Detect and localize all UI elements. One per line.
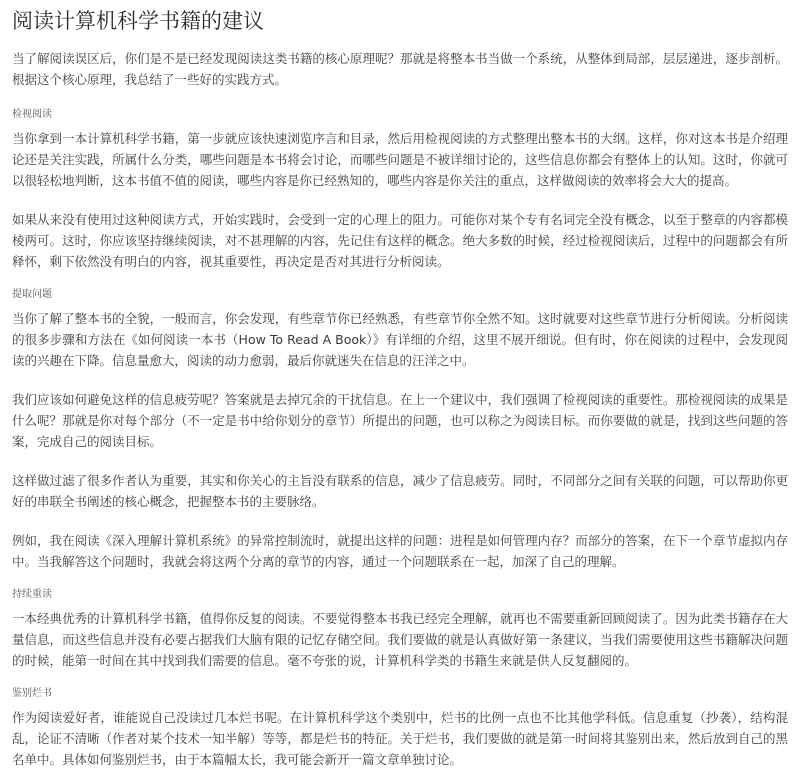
section-inspectional-reading — [12, 108, 788, 272]
paragraph: 作为阅读爱好者，谁能说自己没读过几本烂书呢。在计算机科学这个类别中，烂书的比例一点也不比其他学科低。信息重复（抄袭），结构混乱，论证不清晰（作者对某个技术一知半解）等等，都是烂书的特征。关于烂书，我们要做的就是第一时间将其鉴别出来，然后放到自己的黑名单中。具体如何鉴别烂书，由于本篇幅太长，我可能会新开一篇文章单独讨论。 — [12, 710, 788, 767]
section-continuous-rereading — [12, 588, 788, 671]
intro-paragraph: 当了解阅读误区后，你们是不是已经发现阅读这类书籍的核心原理呢？那就是将整本书当做一个系统，从整体到局部，层层递进，逐步剖析。根据这个核心原理，我总结了一些好的实践方式。 — [12, 51, 788, 87]
paragraph: 例如，我在阅读《深入理解计算机系统》的异常控制流时，就提出这样的问题：进程是如何管理内存？而部分的答案，在下一个章节虚拟内存中。当我解答这个问题时，我就会将这两个分离的章节的内容，通过一个问题联系在一起，加深了自己的理解。 — [12, 533, 788, 569]
article-title: 阅读计算机科学书籍的建议 — [12, 9, 264, 33]
paragraph: 当你了解了整本书的全貌，一般而言，你会发现，有些章节你已经熟悉，有些章节你全然不知。这时就要对这些章节进行分析阅读。分析阅读的很多步骤和方法在《如何阅读一本书（How To Read A Book）》有详细的介绍，这里不展开细说。但有时，你在阅读的过程中，会发现阅读的兴趣在下降。信息量愈大，阅读的动力愈弱，最后你就迷失在信息的汪洋之中。 — [12, 311, 788, 368]
section-heading: 持续重读 — [12, 589, 52, 600]
section-extract-questions — [12, 288, 788, 572]
section-heading: 检视阅读 — [12, 109, 52, 120]
section-heading: 鉴别烂书 — [12, 688, 52, 699]
paragraph: 一本经典优秀的计算机科学书籍，值得你反复的阅读。不要觉得整本书我已经完全理解，就再也不需要重新回顾阅读了。因为此类书籍存在大量信息，而这些信息并没有必要占据我们大脑有限的记忆存储空间。我们要做的就是认真做好第一条建议，当我们需要使用这些书籍解决问题的时候，能第一时间在其中找到我们需要的信息。毫不夸张的说，计算机科学类的书籍生来就是供人反复翻阅的。 — [12, 611, 788, 668]
paragraph: 这样做过滤了很多作者认为重要，其实和你关心的主旨没有联系的信息，减少了信息疲劳。同时，不同部分之间有关联的问题，可以帮助你更好的串联全书阐述的核心概念，把握整本书的主要脉络。 — [12, 473, 788, 509]
section-identify-bad-books — [12, 687, 788, 770]
section-heading: 提取问题 — [12, 289, 52, 300]
paragraph: 我们应该如何避免这样的信息疲劳呢？答案就是去掉冗余的干扰信息。在上一个建议中，我们强调了检视阅读的重要性。那检视阅读的成果是什么呢？那就是你对每个部分（不一定是书中给你划分的章节）所提出的问题，也可以称之为阅读目标。而你要做的就是，找到这些问题的答案，完成自己的阅读目标。 — [12, 392, 788, 449]
paragraph: 如果从来没有使用过这种阅读方式，开始实践时，会受到一定的心理上的阻力。可能你对某个专有名词完全没有概念，以至于整章的内容都模棱两可。这时，你应该坚持继续阅读，对不甚理解的内容，先记住有这样的概念。绝大多数的时候，经过检视阅读后，过程中的问题都会有所释怀，剩下依然没有明白的内容，视其重要性，再决定是否对其进行分析阅读。 — [12, 212, 788, 269]
paragraph: 当你拿到一本计算机科学书籍，第一步就应该快速浏览序言和目录，然后用检视阅读的方式整理出整本书的大纲。这样，你对这本书是介绍理论还是关注实践，所属什么分类，哪些问题是本书将会讨论，而哪些问题是不被详细讨论的，这些信息你都会有整体上的认知。这时，你就可以很轻松地判断，这本书值不值的阅读，哪些内容是你已经熟知的，哪些内容是你关注的重点，这样做阅读的效率将会大大的提高。 — [12, 131, 788, 188]
